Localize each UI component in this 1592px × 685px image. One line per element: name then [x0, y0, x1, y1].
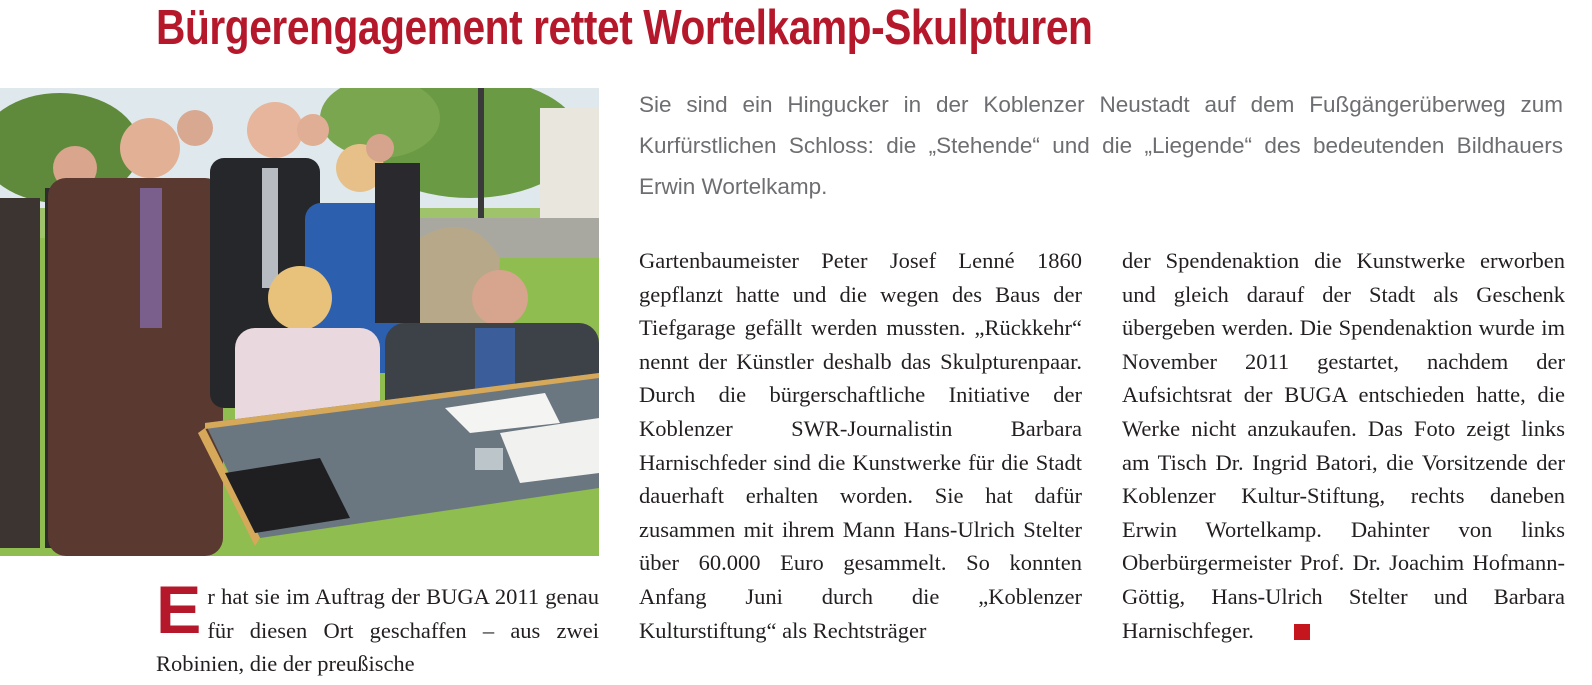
body-column-middle: Gartenbaumeister Peter Josef Lenné 1860 gepflanzt hatte und die wegen des Baus der Tiefgarage gefällt werden mussten. „Rückkehr“ nennt der Künstler deshalb das Skulpturenpaar. Durch die bürgerschaftliche Initiative der Koblenzer SWR-Journalistin Barbara Harnischfeder sind die Kunstwerke für die Stadt dauerhaft erhalten worden. Sie hat dafür zusammen mit ihrem Mann Hans-Ulrich Stelter über 60.000 Euro gesammelt. So konnten Anfang Juni durch die „Koblenzer Kulturstiftung“ als Rechtsträger [639, 248, 1082, 643]
photo-illustration [0, 88, 599, 556]
photo-tie [140, 188, 162, 328]
end-mark-icon [1294, 624, 1310, 640]
article-photo [0, 88, 599, 556]
photo-person [48, 178, 223, 556]
photo-person [375, 163, 420, 323]
photo-person [366, 134, 394, 162]
photo-person [247, 102, 303, 158]
drop-cap: E [156, 572, 202, 648]
photo-seated-woman [268, 266, 332, 330]
photo-person [297, 114, 329, 146]
article-lead: Sie sind ein Hingucker in der Koblenzer Neustadt auf dem Fußgängerüberweg zum Kurfürstlichen Schloss: die „Stehende“ und die „Liegende“ des bedeutenden Bildhauers Erwin Wortelkamp. [639, 92, 1563, 199]
photo-person [0, 198, 40, 548]
body-column-right [1122, 244, 1565, 647]
article-headline: Bürgerengagement rettet Wortelkamp-Skulpturen [156, 1, 1093, 55]
body-text-left: r hat sie im Auftrag der BUGA 2011 genau für diesen Ort geschaffen – aus zwei Robinien, die der preußische [156, 584, 599, 677]
photo-shirt [262, 168, 278, 288]
photo-building [540, 108, 599, 218]
photo-glass [475, 448, 503, 470]
body-text-right: der Spendenaktion die Kunstwerke erworben und gleich darauf der Stadt als Geschenk übergeben werden. Die Spendenaktion wurde im November 2011 gestartet, nachdem der Aufsichtsrat der BUGA entschieden hatte, die Werke nicht anzukaufen. Das Foto zeigt links am Tisch Dr. Ingrid Batori, die Vorsitzende der Koblenzer Kultur-Stiftung, rechts daneben Erwin Wortelkamp. Dahinter von links Oberbürgermeister Prof. Dr. Joachim Hofmann-Göttig, Hans-Ulrich Stelter und Barbara Harnischfeger. [1122, 248, 1565, 643]
photo-person [177, 110, 213, 146]
body-column-left [156, 572, 599, 681]
photo-person [120, 118, 180, 178]
photo-seated-man [472, 270, 528, 326]
